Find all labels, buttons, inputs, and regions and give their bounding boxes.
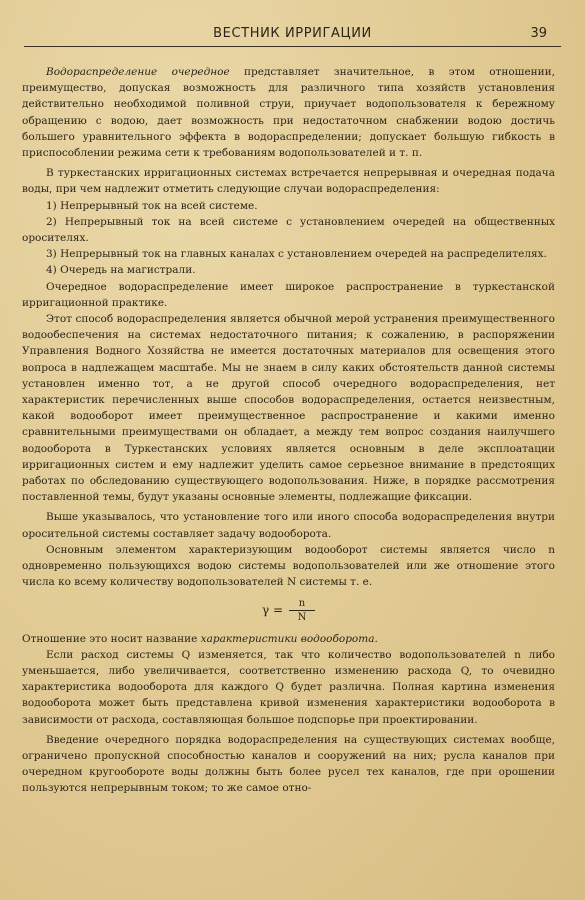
- paragraph-2: В туркестанских ирригационных системах встречается непрерывная и очередная подача воды, при чем надлежит отметить следующие случаи водораспределения:: [22, 167, 555, 196]
- paragraph-5: Выше указывалось, что установление того или иного способа водораспределения внутри оросительной системы составляет задачу водооборота.: [22, 511, 555, 540]
- paragraph-1-text: представляет значительное, в этом отношении, преимущество, допуская возможность для различного типа хозяйств установления действительно необходимой поливной струи, приучает водопользователя к бережному обращению с водою, дает возможность при недостаточном снабжении водою достичь большего уравнительного эффекта в водораспределении; допускает большую гибкость в приспособлении режима сети к требованиям водопользователей и т. п.: [22, 66, 555, 160]
- list-item-2: 2) Непрерывный ток на всей системе с установлением очередей на общественных оросителях.: [22, 215, 555, 245]
- paragraph-6: Основным элементом характеризующим водооборот системы является число n одновременно пользующихся водою системы водопользователей или же отношение этого числа ко всему количеству водопользователей N системы т. е.: [22, 543, 555, 589]
- paragraph-8: Если расход системы Q изменяется, так что количество водопользователей n либо уменьшается, либо увеличивается, соответственно изменению расхода Q, то очевидно характеристика водооборота для каждого Q будет различна. Полная картина изменения водооборота может быть представлена кривой изменения характеристики водооборота в зависимости от расхода, составляющая большое подспорье при проектировании.: [22, 648, 555, 726]
- formula-lhs: γ =: [261, 603, 284, 618]
- formula-fraction: [289, 598, 315, 624]
- emphasis-term-2: характеристики водооборота.: [200, 632, 378, 645]
- page-number: 39: [530, 26, 547, 41]
- header-rule: [24, 46, 561, 47]
- paragraph-1: [22, 64, 555, 161]
- emphasis-term: Водораспределение очередное: [46, 66, 230, 78]
- formula-numerator: n: [298, 597, 306, 609]
- formula-denominator: N: [297, 611, 307, 623]
- formula: [22, 591, 555, 631]
- paragraph-9: Введение очередного порядка водораспределения на существующих системах вообще, ограничено пропускной способностью каналов и сооружений на них; русла каналов при очередном кругообороте воды должны быть более русел тех каналов, где при орошении пользуются непрерывным током; то же самое отно-: [22, 733, 555, 795]
- paragraph-7-text: Отношение это носит название: [22, 632, 201, 645]
- paragraph-4: Этот способ водораспределения является обычной мерой устранения преимущественного водообеспечения на системах недостаточного питания; к сожалению, в распоряжении Управления Водного Хозяйства не имеется достаточных материалов для освещения этого вопроса в надлежащем масштабе. Мы не знаем в силу каких обстоятельств данной системы установлен именно тот, а не другой способ очередного водораспределения, нет характеристик перечисленных выше способов водораспределения, остается неизвестным, какой водооборот имеет преимущественное распространение и какими именно сравнительными преимуществами он обладает, а между тем вопрос создания наилучшего водооборота в Туркестанских условиях является основным в деле эксплоатации ирригационных систем и ему надлежит уделить самое серьезное внимание в предстоящих работах по обследованию существующего водопользования. Ниже, в порядке рассмотрения поставленной темы, будут указаны основные элементы, подлежащие фиксации.: [22, 313, 555, 504]
- article-body: [22, 64, 555, 797]
- list-item-3: 3) Непрерывный ток на главных каналах с установлением очередей на распределителях.: [46, 248, 547, 261]
- list-item-1: 1) Непрерывный ток на всей системе.: [46, 199, 258, 212]
- journal-title: ВЕСТНИК ИРРИГАЦИИ: [213, 26, 372, 41]
- paragraph-7: [22, 631, 555, 647]
- page-header: [24, 22, 561, 48]
- paragraph-3: Очередное водораспределение имеет широкое распространение в туркестанской ирригационной практике.: [22, 280, 555, 309]
- list-item-4: 4) Очередь на магистрали.: [46, 264, 196, 277]
